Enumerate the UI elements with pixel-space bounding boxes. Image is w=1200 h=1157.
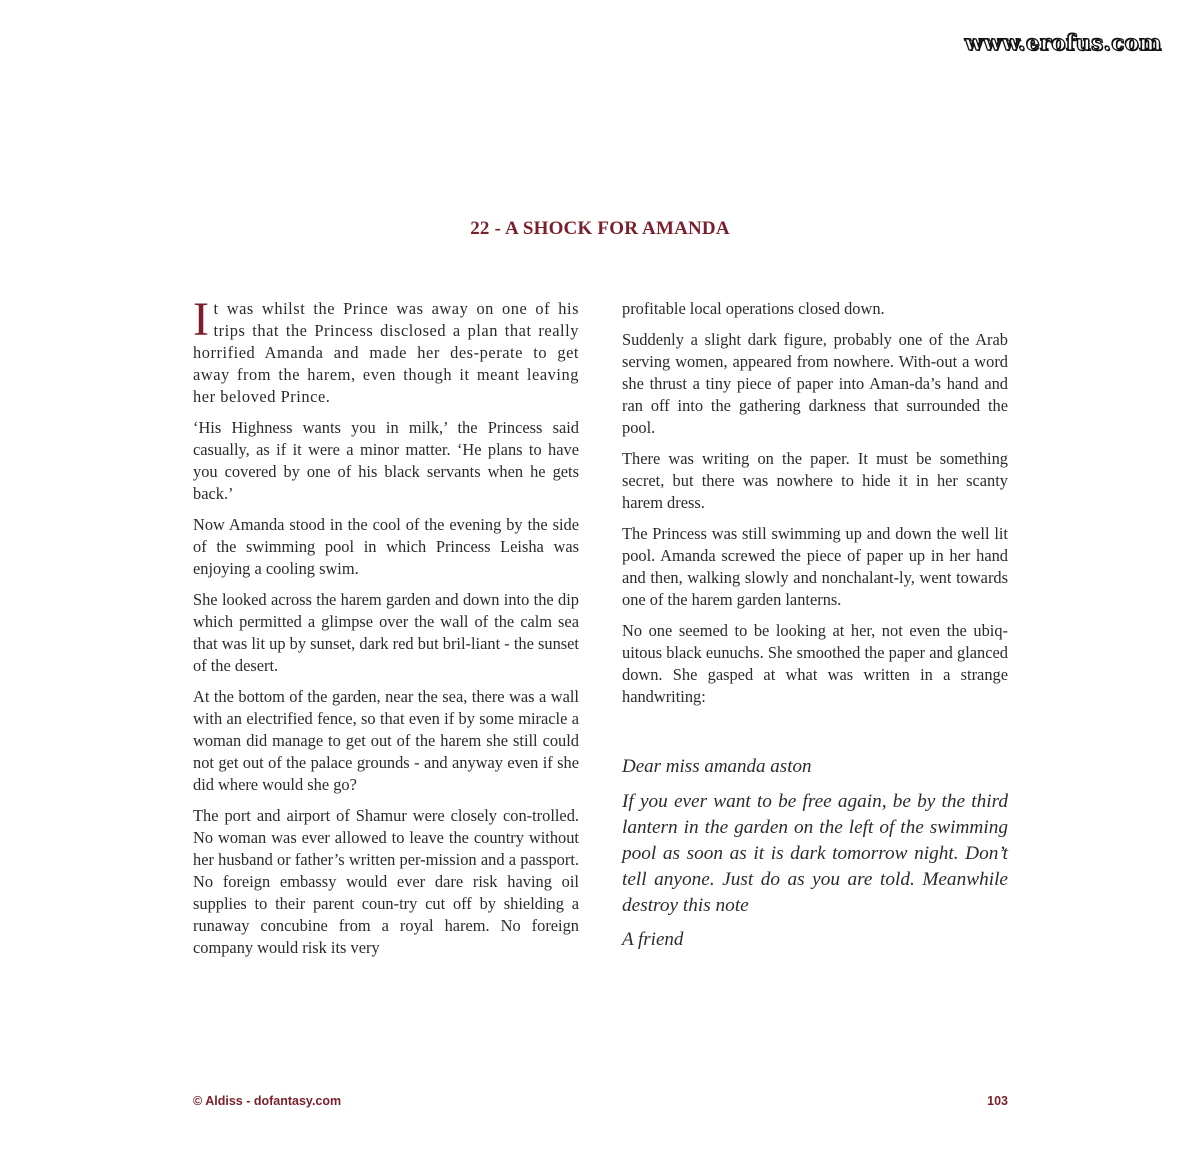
paragraph: Now Amanda stood in the cool of the evening by the side of the swimming pool in which Princess Leisha was enjoying a cooling swim. (193, 515, 579, 578)
paragraph: No one seemed to be looking at her, not even the ubiq-uitous black eunuchs. She smoothed the paper and glanced down. She gasped at what was written in a strange handwriting: (622, 621, 1008, 706)
paragraph: Suddenly a slight dark figure, probably one of the Arab serving women, appeared from nowhere. With-out a word she thrust a tiny piece of paper into Aman-da’s hand and ran off into the gathering darkness that surrounded the pool. (622, 330, 1008, 437)
first-paragraph (193, 293, 579, 408)
note-body: If you ever want to be free again, be by the third lantern in the garden on the left of the swimming pool as soon as it is dark tomorrow night. Don’t tell anyone. Just do as you are told. Meanwhile destroy this note (622, 791, 1008, 916)
left-column (193, 293, 579, 968)
paragraph: The port and airport of Shamur were closely con-trolled. No woman was ever allowed to leave the country without her husband or father’s written per-mission and a passport. No foreign embassy would ever dare risk having oil supplies to their parent coun-try cut off by shielding a runaway concubine from a royal harem. No foreign company would risk its very (193, 806, 579, 957)
note-signature: A friend (622, 929, 684, 950)
page-number: 103 (987, 1094, 1008, 1108)
paragraph: profitable local operations closed down. (622, 299, 885, 318)
footer-copyright: © Aldiss - dofantasy.com (193, 1094, 342, 1108)
paragraph: At the bottom of the garden, near the sea, there was a wall with an electrified fence, so that even if by some miracle a woman did manage to get out of the harem she still could not get out of the palace grounds - and anyway even if she did where would she go? (193, 687, 579, 794)
paragraph: She looked across the harem garden and down into the dip which permitted a glimpse over the wall of the calm sea that was lit up by sunset, dark red but bril-liant - the sunset of the desert. (193, 590, 579, 675)
note-salutation: Dear miss amanda aston (622, 756, 812, 777)
drop-cap: I (193, 293, 210, 346)
chapter-title: 22 - A SHOCK FOR AMANDA (470, 218, 730, 239)
watermark: www.erofus.com (964, 30, 1162, 55)
paragraph: ‘His Highness wants you in milk,’ the Princess said casually, as if it were a minor matter. ‘He plans to have you covered by one of his black servants when he gets back.’ (193, 418, 579, 503)
paragraph: There was writing on the paper. It must be something secret, but there was nowhere to hide it in her scanty harem dress. (622, 449, 1008, 512)
first-paragraph-text: t was whilst the Prince was away on one of his trips that the Princess disclosed a plan that really horrified Amanda and made her des-perate to get away from the harem, even though it meant leaving her beloved Prince. (193, 299, 579, 406)
handwritten-note (622, 754, 1008, 953)
paragraph: The Princess was still swimming up and down the well lit pool. Amanda screwed the piece of paper up in her hand and then, walking slowly and nonchalant-ly, went towards one of the harem garden lanterns. (622, 524, 1008, 609)
right-column (622, 298, 1008, 962)
